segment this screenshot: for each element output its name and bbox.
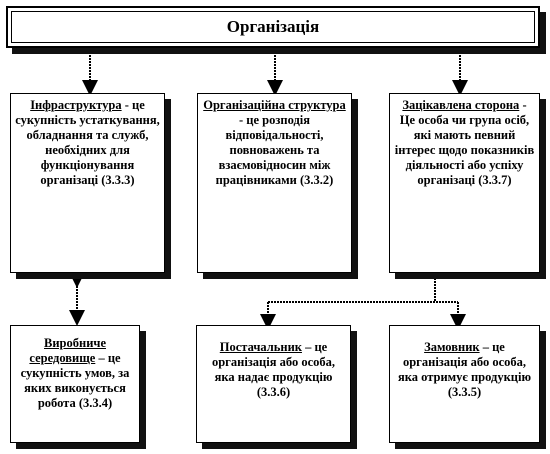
interested-party-body: Це особа чи група осіб, які мають певний інтерес щодо показників діяльності або успіху організаці (3.3.7) (394, 113, 535, 187)
customer-body: це організація або особа, яка отримує продукцію (3.3.5) (397, 340, 532, 399)
organization-box (6, 6, 540, 48)
work-environment-sep: – (95, 351, 108, 365)
supplier-title: Постачальник (219, 340, 302, 354)
customer-sep: – (479, 340, 493, 354)
work-environment-title: Виробниче середовище (29, 336, 106, 365)
customer-box (389, 325, 540, 443)
infrastructure-body: це сукупність устаткування, обладнання та служб, необхідних для функціонування організаці (3.3.3) (15, 98, 160, 187)
org-structure-box (197, 93, 352, 273)
org-structure-body: це розподія відповідальності, повноважень та взаємовідносин між працівниками (3.3.2) (215, 113, 334, 187)
infrastructure-title: Інфраструктура (30, 98, 122, 112)
infrastructure-box (10, 93, 165, 273)
supplier-body: це організація або особа, яка надає продукцію (3.3.6) (211, 340, 336, 399)
customer-title: Замовник (424, 340, 480, 354)
supplier-box (196, 325, 351, 443)
work-environment-body: це сукупність умов, за яких виконується робота (3.3.4) (20, 351, 130, 410)
organization-title: Організація (226, 17, 320, 36)
supplier-sep: – (301, 340, 315, 354)
infrastructure-sep: - (121, 98, 133, 112)
interested-party-title: Зацікавлена сторона (402, 98, 520, 112)
interested-party-box (389, 93, 540, 273)
work-environment-box (10, 325, 140, 443)
interested-party-sep: - (519, 98, 527, 112)
org-structure-sep: - (238, 113, 247, 127)
org-structure-title: Організаційна структура (203, 98, 346, 112)
